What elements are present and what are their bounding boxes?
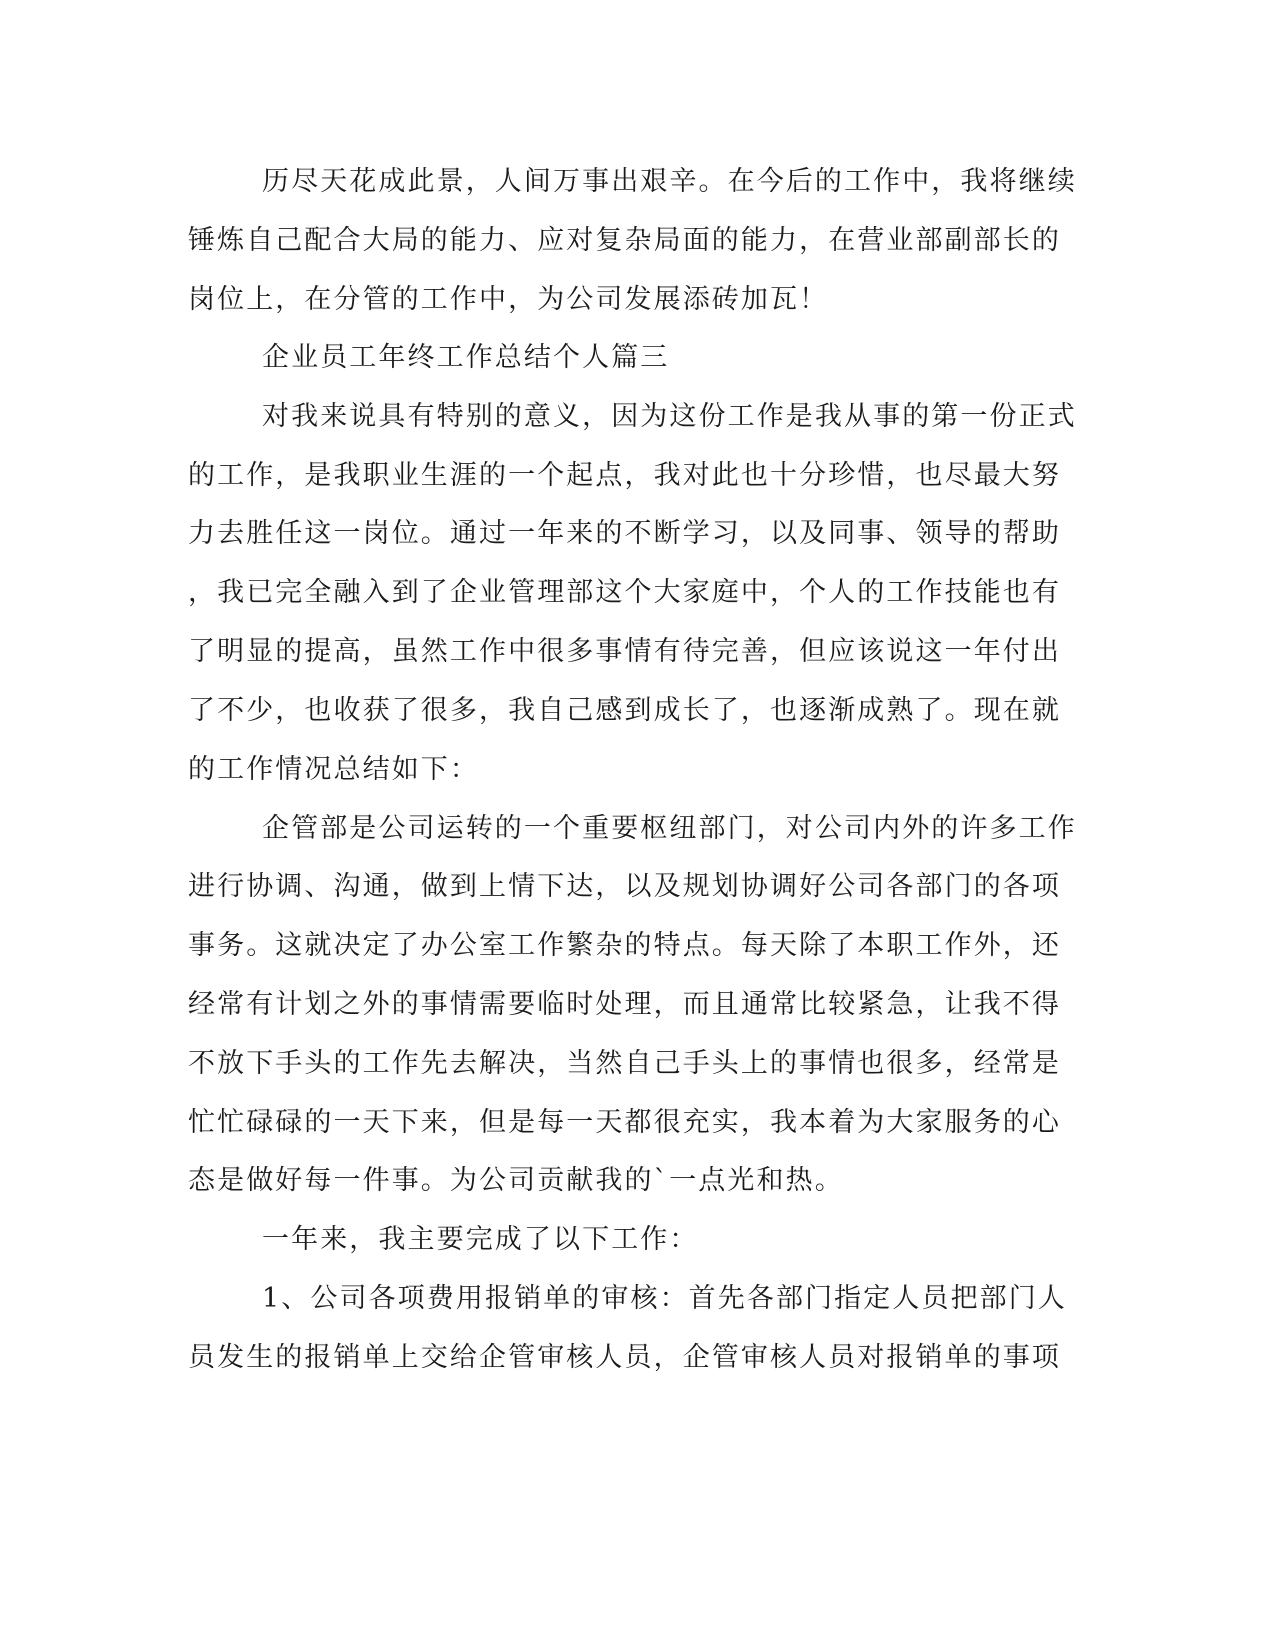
- text-line: 了不少，也收获了很多，我自己感到成长了，也逐渐成熟了。现在就: [188, 695, 1061, 726]
- text-line: 企管部是公司运转的一个重要枢纽部门，对公司内外的许多工作: [262, 813, 1077, 844]
- text-line: 岗位上，在分管的工作中，为公司发展添砖加瓦！: [188, 284, 829, 315]
- text-line: 锤炼自己配合大局的能力、应对复杂局面的能力，在营业部副部长的: [188, 225, 1061, 256]
- text-line: 了明显的提高，虽然工作中很多事情有待完善，但应该说这一年付出: [188, 636, 1061, 667]
- text-line: 对我来说具有特别的意义，因为这份工作是我从事的第一份正式: [262, 401, 1077, 432]
- text-line: 经常有计划之外的事情需要临时处理，而且通常比较紧急，让我不得: [188, 989, 1061, 1020]
- text-line: 的工作，是我职业生涯的一个起点，我对此也十分珍惜，也尽最大努: [188, 460, 1061, 491]
- text-line: 的工作情况总结如下：: [188, 754, 479, 785]
- text-line: 忙忙碌碌的一天下来，但是每一天都很充实，我本着为大家服务的心: [188, 1107, 1061, 1138]
- text-line: 历尽天花成此景，人间万事出艰辛。在今后的工作中，我将继续: [262, 166, 1077, 197]
- text-line: 态是做好每一件事。为公司贡献我的`一点光和热。: [188, 1165, 844, 1196]
- text-line: 不放下手头的工作先去解决，当然自己手头上的事情也很多，经常是: [188, 1048, 1061, 1079]
- text-line: 事务。这就决定了办公室工作繁杂的特点。每天除了本职工作外，还: [188, 930, 1061, 961]
- section-heading: 企业员工年终工作总结个人篇三: [262, 342, 670, 373]
- text-line: 力去胜任这一岗位。通过一年来的不断学习，以及同事、领导的帮助: [188, 518, 1061, 549]
- text-line: ，我已完全融入到了企业管理部这个大家庭中，个人的工作技能也有: [188, 577, 1061, 608]
- text-line: 1、公司各项费用报销单的审核：首先各部门指定人员把部门人: [262, 1283, 1067, 1314]
- text-line: 员发生的报销单上交给企管审核人员，企管审核人员对报销单的事项: [188, 1342, 1061, 1373]
- text-line: 一年来，我主要完成了以下工作：: [262, 1224, 699, 1255]
- text-line: 进行协调、沟通，做到上情下达，以及规划协调好公司各部门的各项: [188, 871, 1061, 902]
